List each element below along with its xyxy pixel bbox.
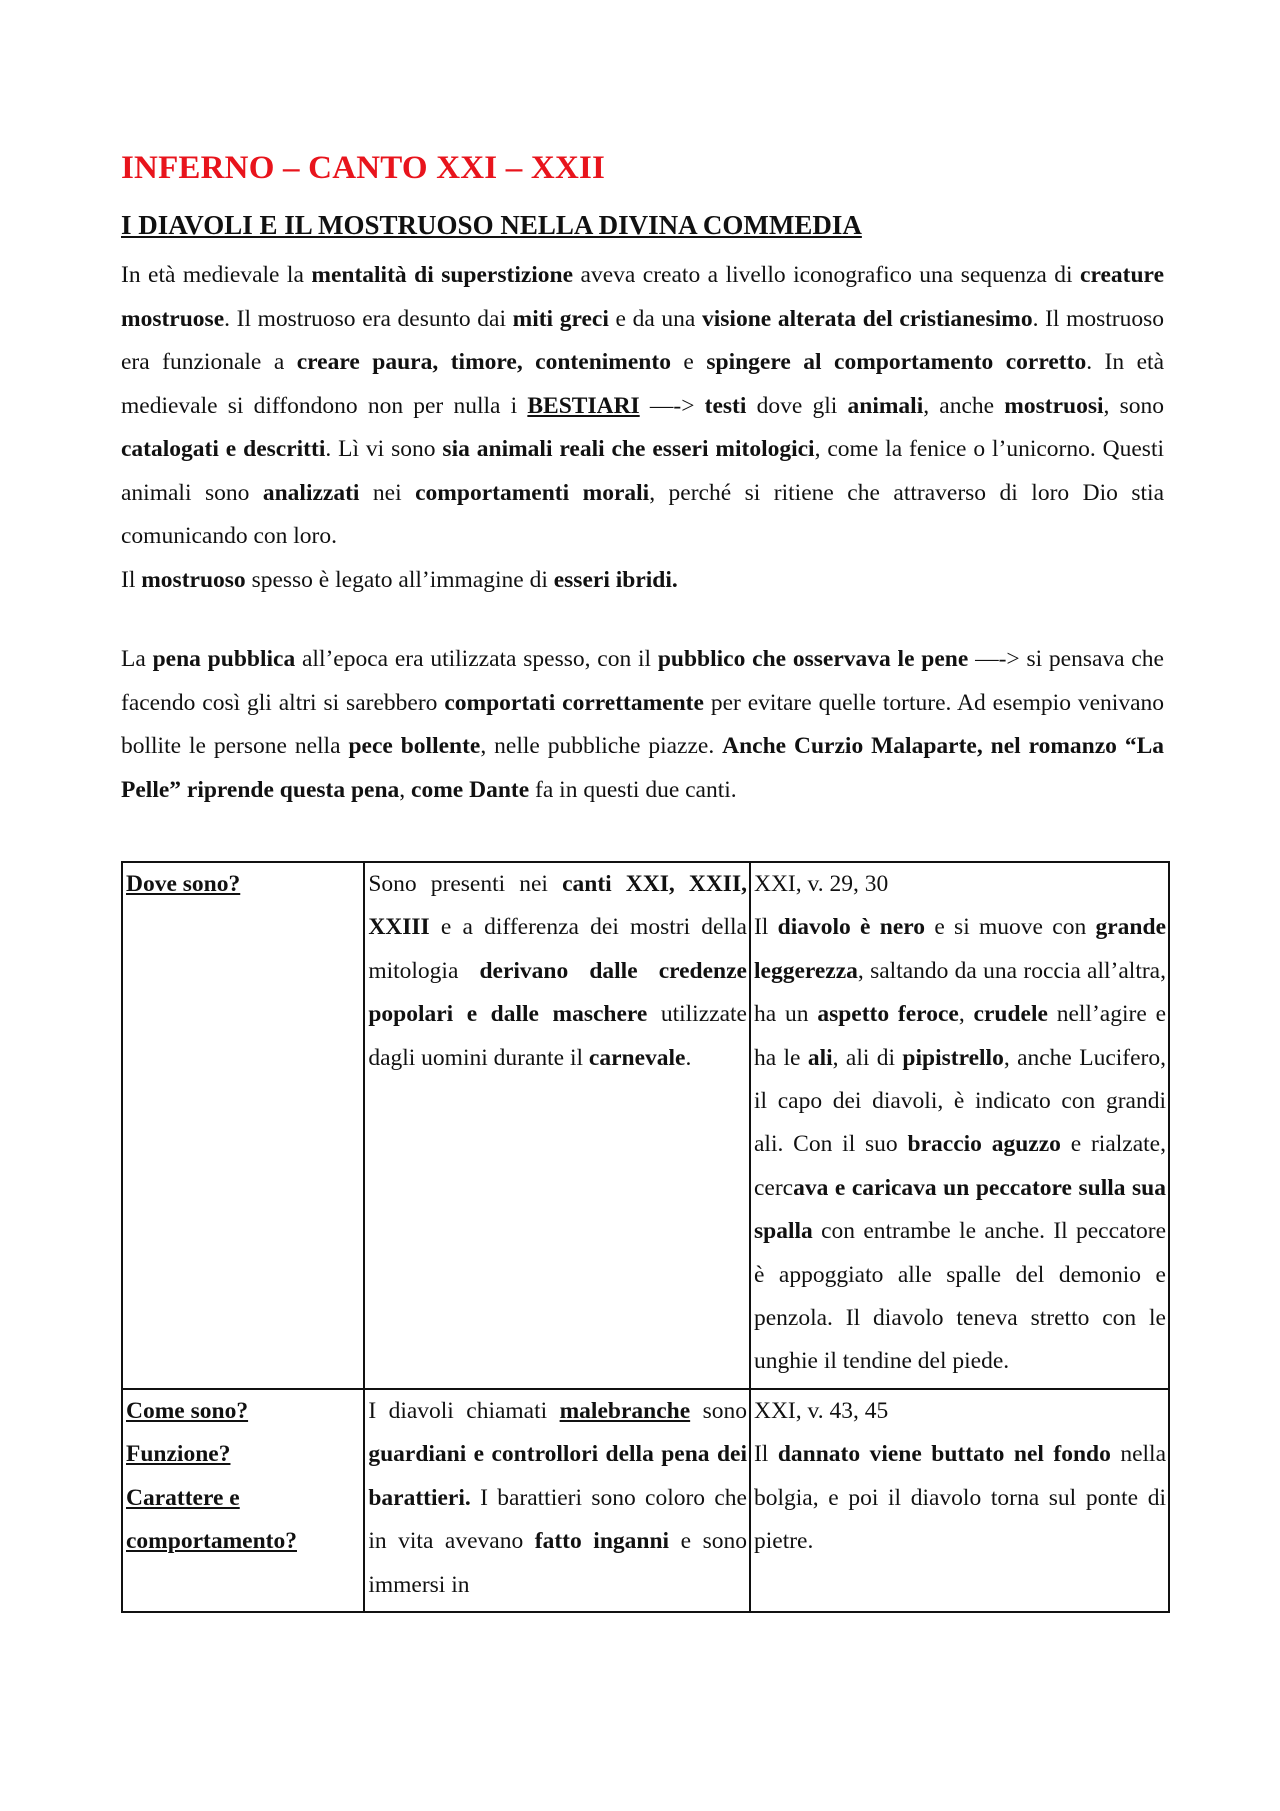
punishment-text [121,638,1164,812]
intro-line-2 [121,559,1164,603]
bold-run: comportati correttamente [444,689,704,716]
question-label: Carattere e [126,1484,240,1511]
bold-run: pubblico che osservava le pene [657,646,969,672]
text-run: —-> si pensava che facendo così gli altri si sarebbero [121,646,1164,716]
text-run: e da una [608,305,702,332]
bold-run: creature mostruose [121,262,1164,332]
question-label: Funzione? [126,1441,231,1468]
text-run: . Lì vi sono [325,436,443,462]
intro-text [121,254,1164,559]
text-run: nella bolgia, e poi il diavolo torna sul ponte di pietre. [753,1441,1167,1555]
bold-run: mostruosi [1004,392,1104,419]
bold-run: animali [847,392,924,419]
text-run: , perché si ritiene che attraverso di loro Dio stia comunicando con loro. [121,479,1165,549]
question-cell [122,1389,364,1612]
description-cell [364,862,750,1389]
text-run: . In età medievale si diffondono non per nulla i [121,349,1165,419]
text-run: e sono immersi in [368,1528,747,1598]
text-run: La [121,646,153,672]
text-run: spesso è legato all’immagine di [245,566,554,593]
bold-run: catalogati e descritti [121,436,326,462]
bold-run: carnevale [588,1044,686,1071]
bold-run: guardiani e controllori della pena dei barattieri. [368,1441,747,1511]
bold-run: analizzati [262,479,360,506]
text-run: sono [690,1397,747,1424]
bold-run: pena pubblica [152,646,296,672]
text-run: , nelle pubbliche piazze. [480,733,723,759]
table-row [122,1389,1169,1612]
bold-run: aspetto feroce [817,1001,959,1028]
text-run: , sono [1103,392,1164,419]
bold-run: esseri ibridi. [553,566,678,593]
question-label: Come sono? [126,1397,249,1424]
devils-table [121,861,1170,1613]
table-row [122,862,1169,1389]
text-run: Il [753,1441,778,1468]
bold-run: dannato viene buttato nel fondo [777,1441,1111,1468]
text-run: , saltando da una roccia all’altra, ha un [753,957,1166,1028]
bold-run: sia animali reali che esseri mitologici [442,436,815,462]
text-run: e si muove con [925,914,1096,941]
text-run: dove gli [746,392,848,419]
text-run: , anche Lucifero, il capo dei diavoli, è indicato con grandi ali. Con il suo [753,1044,1166,1158]
text-run: , [958,1001,974,1028]
text-run: . [685,1044,692,1071]
bold-run: braccio aguzzo [907,1131,1061,1158]
text-run: per evitare quelle torture. Ad esempio venivano bollite le persone nella [121,689,1165,759]
bold-run: visione alterata del cristianesimo [701,305,1033,332]
text-run: fa in questi due canti. [529,776,737,803]
text-run: . Il mostruoso era desunto dai [224,305,513,332]
text-run: Il [753,914,778,941]
text-run: aveva creato a livello iconografico una sequenza di [573,262,1081,288]
text-run: I diavoli chiamati [368,1397,560,1424]
text-run: , come la fenice o l’unicorno. Questi animali sono [121,436,1165,506]
text-run: , anche [923,392,1005,419]
text-run: all’epoca era utilizzata spesso, con il [295,646,658,672]
text-run: e a differenza dei mostri della mitologia [368,914,747,984]
reference-cell [750,1389,1169,1612]
text-run: I barattieri sono coloro che in vita avevano [368,1484,747,1555]
bold-run: mentalità di superstizione [311,262,574,288]
page-title: INFERNO – CANTO XXI – XXII [121,150,606,186]
text-run: , [399,776,412,803]
text-run: con entrambe le anche. Il peccatore è appoggiato alle spalle del demonio e penzola. Il diavolo teneva stretto con le unghie il tendine del piede. [753,1218,1166,1375]
bold-run: ava e caricava un peccatore sulla sua spalla [753,1174,1166,1245]
description-cell [364,1389,750,1612]
bold-run: derivano dalle credenze popolari e dalle maschere [368,957,747,1028]
bold-run: diavolo è nero [777,914,926,941]
bold-run: canti XXI, XXII, XXIII [368,871,747,941]
bold-run: creare paura, timore, contenimento [296,349,671,375]
text-run: , ali di [832,1044,903,1071]
bold-run: comportamenti morali [415,479,650,506]
intro-paragraph [121,254,1164,602]
page-subtitle: I DIAVOLI E IL MOSTRUOSO NELLA DIVINA COMMEDIA [121,210,862,240]
bold-run: testi [704,392,747,419]
text-run: utilizzate dagli uomini durante il [368,1001,747,1071]
bold-run: pece bollente [348,733,481,759]
bold-run: mostruoso [141,566,246,593]
bold-run: ali [807,1044,833,1071]
question-cell [122,862,364,1389]
text-run: e rialzate, cerc [753,1131,1166,1201]
bold-run: miti greci [512,305,609,332]
text-run: Sono presenti nei [368,871,563,897]
text-run: e [670,349,707,375]
verse-reference: XXI, v. 43, 45 [753,1397,889,1424]
text-run: —-> [639,392,705,419]
punishment-paragraph [121,638,1164,812]
bold-run: Anche Curzio Malaparte, nel romanzo “La Pelle” riprende questa pena [121,733,1164,803]
question-label: Dove sono? [126,871,241,897]
malebranche-term: malebranche [559,1397,691,1424]
bold-run: fatto inganni [534,1528,670,1555]
bold-run: come Dante [411,776,530,803]
text-run: nell’agire e ha le [753,1001,1167,1071]
bold-run: crudele [973,1001,1048,1028]
text-run: . Il mostruoso era funzionale a [121,305,1165,375]
verse-reference: XXI, v. 29, 30 [753,871,889,897]
text-run: Il [121,566,142,593]
bold-run: pipistrello [902,1044,1004,1071]
reference-cell [750,862,1169,1389]
text-run: In età medievale la [121,262,312,288]
bold-run: spingere al comportamento corretto [706,349,1087,375]
text-run: nei [359,479,416,506]
question-label: comportamento? [126,1528,297,1555]
bold-run: grande leggerezza [753,914,1166,984]
bestiari-term: BESTIARI [527,392,640,419]
